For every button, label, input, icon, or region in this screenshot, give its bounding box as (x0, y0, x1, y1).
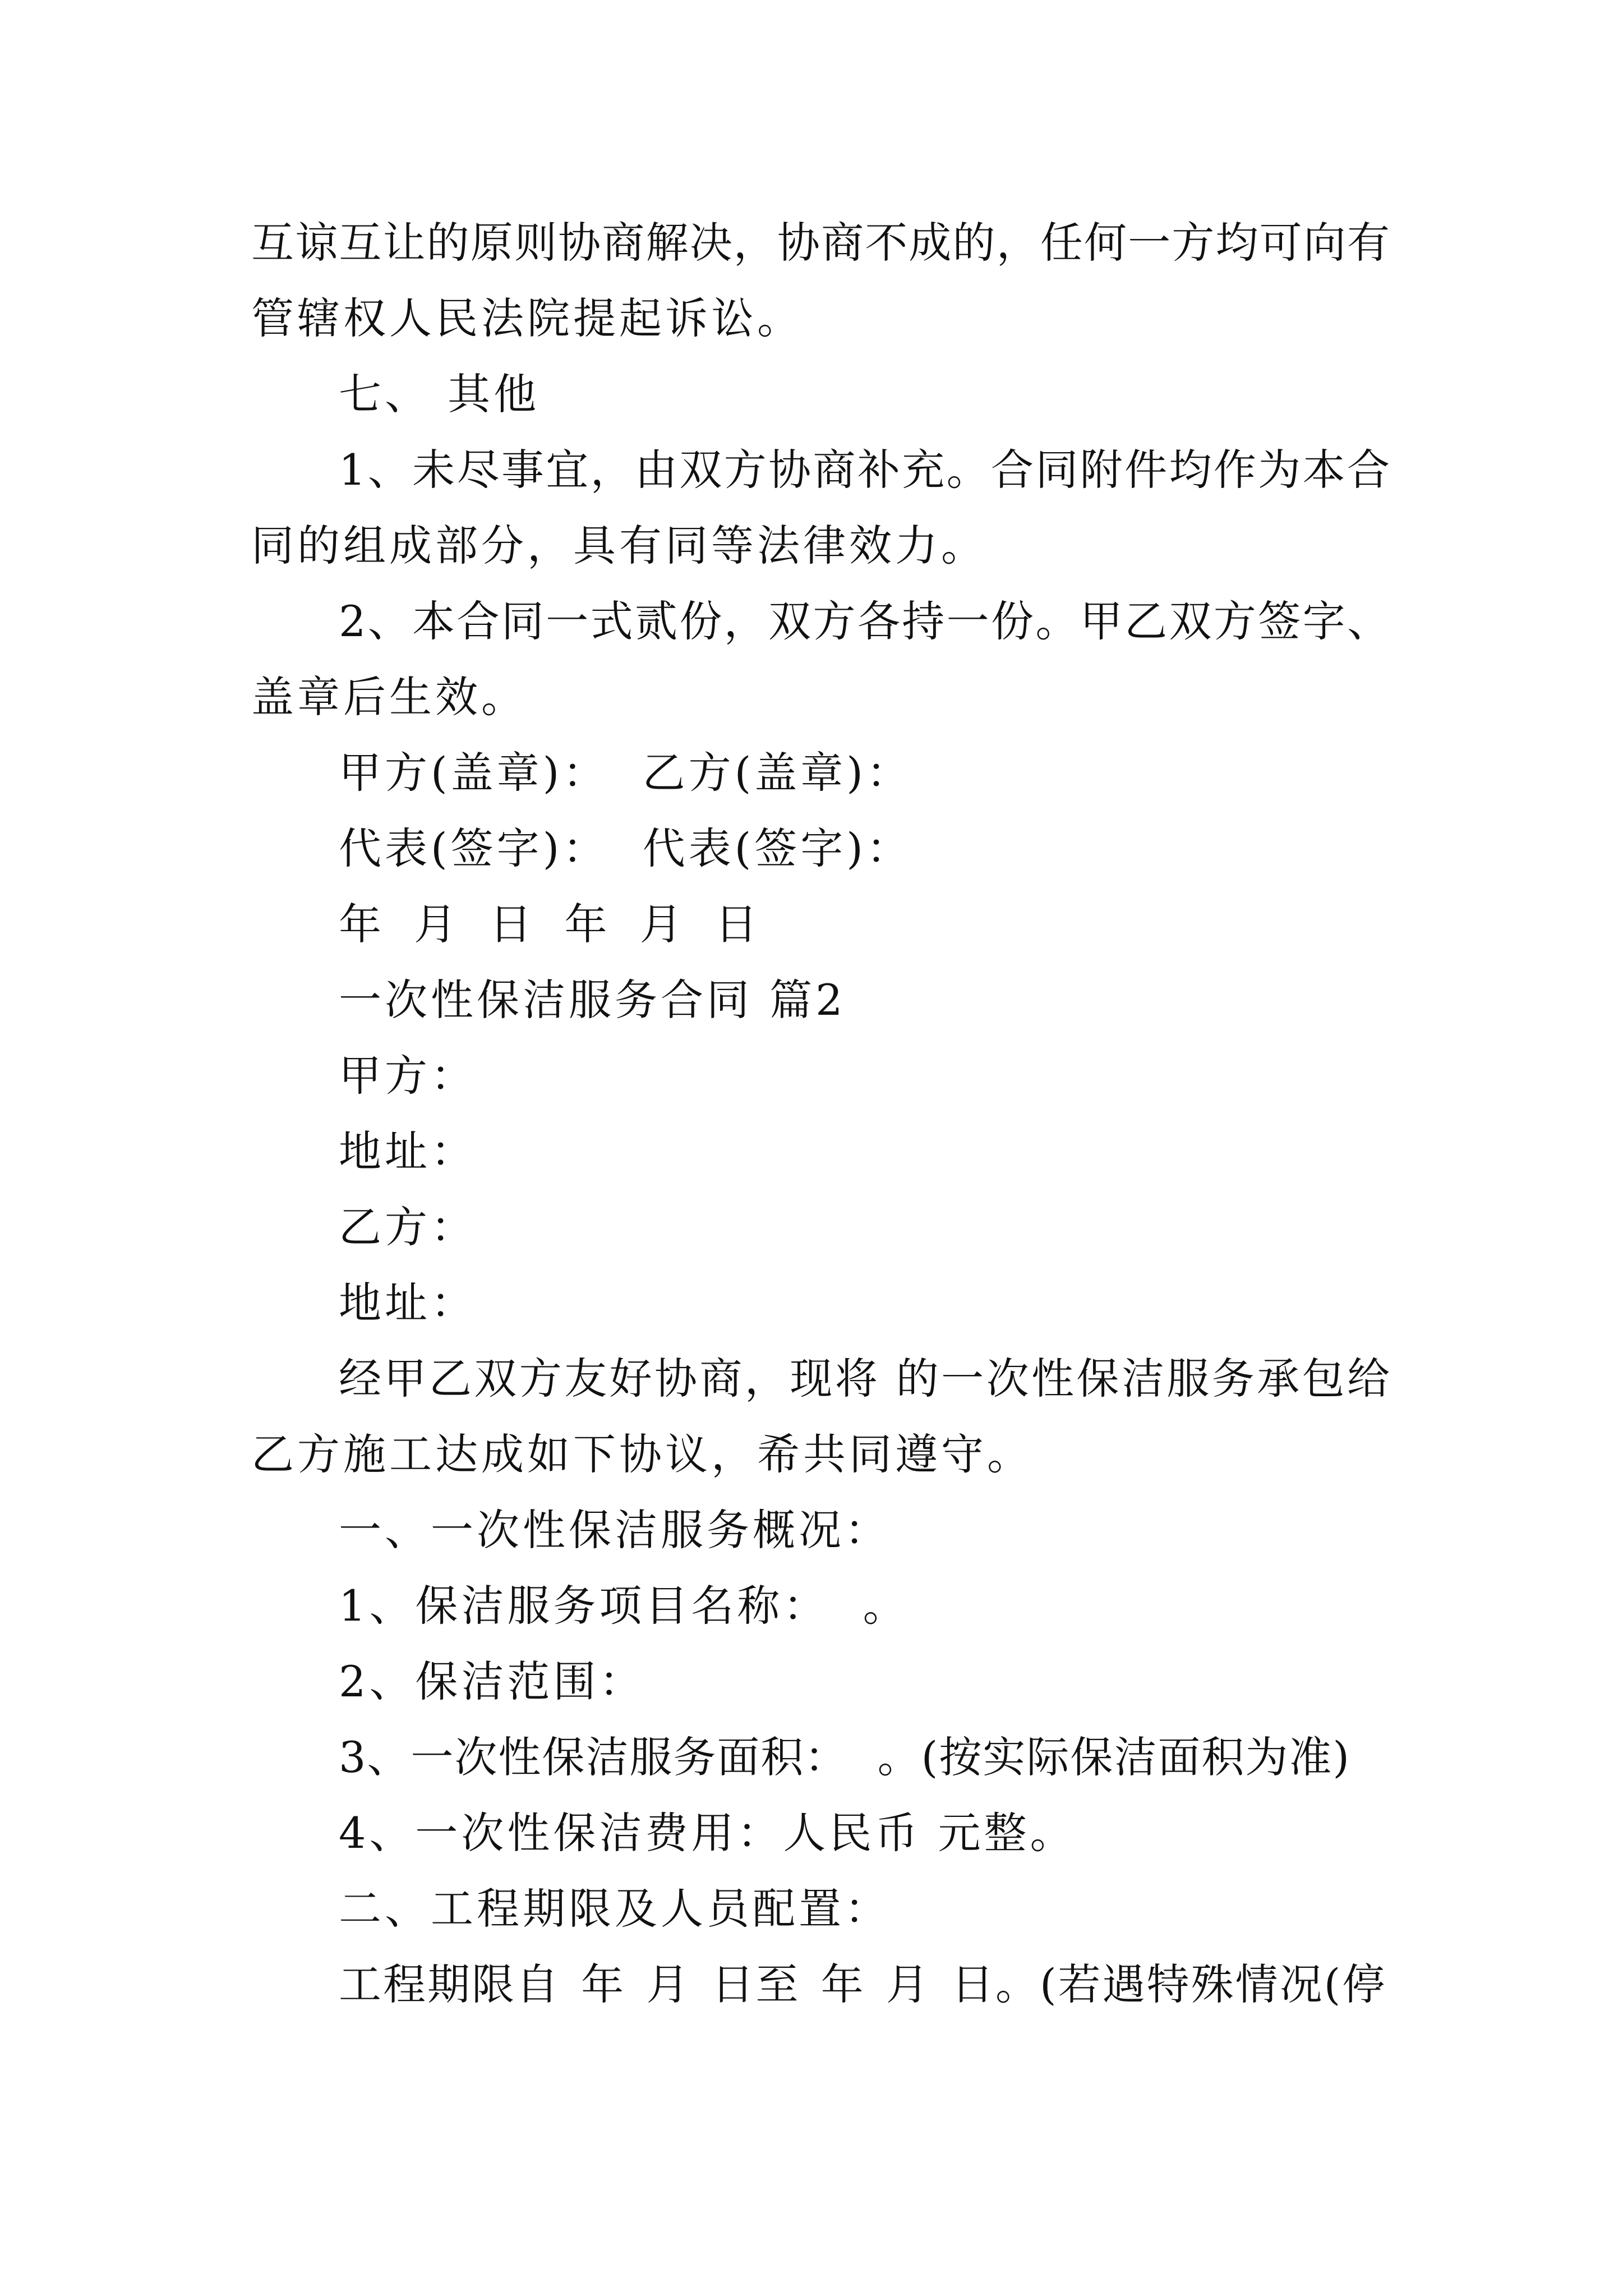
party-b-label: 乙方： (339, 1202, 477, 1252)
text-line: 互谅互让的原则协商解决，协商不成的，任何一方均可向有 (251, 218, 1390, 268)
party-a-label: 甲方： (339, 1051, 477, 1101)
address-label: 地址： (339, 1278, 477, 1328)
address-label: 地址： (339, 1126, 477, 1176)
text-line: 经甲乙双方友好协商，现将 的一次性保洁服务承包给 (339, 1354, 1390, 1404)
contract-title: 一次性保洁服务合同 篇2 (339, 975, 846, 1025)
signature-line-seal: 甲方(盖章)： 乙方(盖章)： (339, 748, 912, 798)
text-line: 盖章后生效。 (251, 672, 527, 722)
text-line: 管辖权人民法院提起诉讼。 (251, 293, 803, 343)
list-item: 3、一次性保洁服务面积： 。(按实际保洁面积为准) (339, 1732, 1350, 1782)
text-line: 2、本合同一式贰份，双方各持一份。甲乙双方签字、 (339, 596, 1390, 646)
section-heading: 二、工程期限及人员配置： (339, 1884, 891, 1934)
list-item: 4、一次性保洁费用：人民币 元整。 (339, 1808, 1076, 1858)
list-item: 2、保洁范围： (339, 1657, 645, 1706)
section-heading: 一、一次性保洁服务概况： (339, 1505, 891, 1555)
text-line: 1、未尽事宜，由双方协商补充。合同附件均作为本合 (339, 445, 1390, 495)
list-item: 1、保洁服务项目名称： 。 (339, 1581, 909, 1631)
text-line: 同的组成部分，具有同等法律效力。 (251, 521, 987, 570)
section-heading: 七、 其他 (339, 369, 540, 419)
signature-line-representative: 代表(签字)： 代表(签字)： (339, 823, 912, 873)
text-line: 乙方施工达成如下协议，希共同遵守。 (251, 1429, 1033, 1479)
text-line: 工程期限自 年 月 日至 年 月 日。(若遇特殊情况(停 (339, 1959, 1387, 2009)
date-line: 年 月 日 年 月 日 (339, 899, 761, 949)
